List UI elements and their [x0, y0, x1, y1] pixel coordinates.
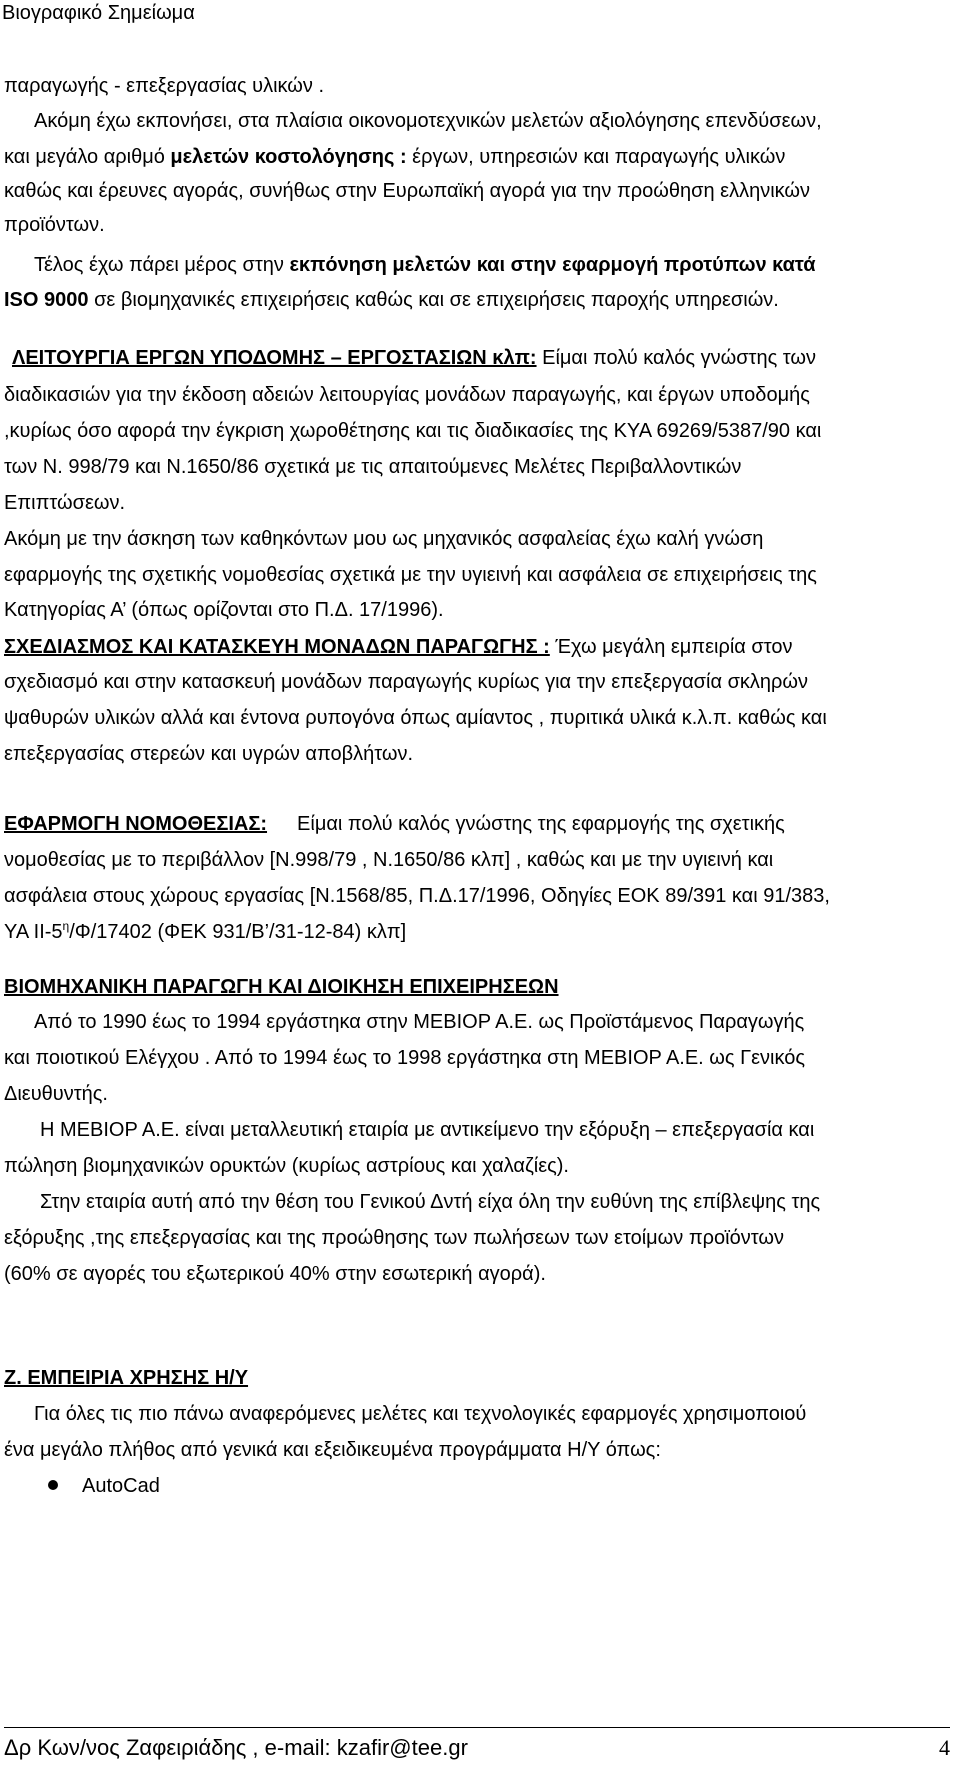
section-heading-legislation: ΕΦΑΡΜΟΓΗ ΝΟΜΟΘΕΣΙΑΣ:: [4, 813, 268, 835]
bullet-icon: [48, 1480, 58, 1490]
text-line: (60% σε αγορές του εξωτερικού 40% στην εσωτερική αγορά).: [4, 1263, 546, 1285]
footer-author: Δρ Κων/νος Ζαφειριάδης , e-mail: kzafir@tee.gr: [4, 1735, 468, 1760]
text-line: Επιπτώσεων.: [4, 492, 126, 514]
text-line: προϊόντων.: [4, 214, 105, 236]
text-line: Από το 1990 έως το 1994 εργάστηκα στην ΜΕΒΙΟΡ Α.Ε. ως Προϊστάμενος Παραγωγής: [34, 1011, 805, 1033]
text-line: εφαρμογής της σχετικής νομοθεσίας σχετικά με την υγιεινή και ασφάλεια σε επιχειρήσεις της: [4, 564, 817, 586]
page-header-title: Βιογραφικό Σημείωμα: [2, 2, 195, 24]
superscript: η: [62, 919, 70, 933]
text-line: [12, 346, 816, 370]
text-line: Διευθυντής.: [4, 1083, 108, 1105]
section-heading-computer: Ζ. ΕΜΠΕΙΡΙΑ ΧΡΗΣΗΣ Η/Υ: [4, 1367, 249, 1389]
text-run: Είμαι πολύ καλός γνώστης της εφαρμογής της σχετικής: [297, 813, 785, 835]
text-line: [4, 920, 406, 944]
text-run: Είμαι πολύ καλός γνώστης των: [536, 347, 816, 369]
text-line: [4, 635, 793, 659]
text-line: πώληση βιομηχανικών ορυκτών (κυρίως αστρίους και χαλαζίες).: [4, 1155, 569, 1177]
section-heading-design: ΣΧΕΔΙΑΣΜΟΣ ΚΑΙ ΚΑΤΑΣΚΕΥΗ ΜΟΝΑΔΩΝ ΠΑΡΑΓΩΓΗΣ :: [4, 636, 550, 658]
text-run: έργων, υπηρεσιών και παραγωγής υλικών: [406, 146, 786, 168]
bold-run: μελετών κοστολόγησης :: [170, 146, 407, 168]
text-line: [4, 288, 779, 312]
list-item: [4, 1474, 160, 1498]
text-line: εξόρυξης ,της επεξεργασίας και της προώθησης των πωλήσεων των ετοίμων προϊόντων: [4, 1227, 784, 1249]
text-line: ένα μεγάλο πλήθος από γενικά και εξειδικευμένα προγράμματα Η/Υ όπως:: [4, 1439, 661, 1461]
text-line: Η ΜΕΒΙΟΡ Α.Ε. είναι μεταλλευτική εταιρία με αντικείμενο την εξόρυξη – επεξεργασία και: [40, 1119, 815, 1141]
text-line: Κατηγορίας Α’ (όπως ορίζονται στο Π.Δ. 17/1996).: [4, 599, 444, 621]
section-heading-operation: ΛΕΙΤΟΥΡΓΙΑ ΕΡΓΩΝ ΥΠΟΔΟΜΗΣ – ΕΡΓΟΣΤΑΣΙΩΝ κλπ:: [12, 347, 537, 369]
text-line: των Ν. 998/79 και Ν.1650/86 σχετικά με τις απαιτούμενες Μελέτες Περιβαλλοντικών: [4, 456, 742, 478]
text-line: ασφάλεια στους χώρους εργασίας [Ν.1568/85, Π.Δ.17/1996, Οδηγίες ΕΟΚ 89/391 και 91/383,: [4, 885, 830, 907]
bold-run: ISO 9000: [4, 289, 89, 311]
text-line: Στην εταιρία αυτή από την θέση του Γενικού Δντή είχα όλη την ευθύνη της επίβλεψης της: [40, 1191, 821, 1213]
text-line: παραγωγής - επεξεργασίας υλικών .: [4, 75, 325, 97]
page-number: 4: [939, 1735, 950, 1760]
text-line: διαδικασιών για την έκδοση αδειών λειτουργίας μονάδων παραγωγής, και έργων υποδομής: [4, 384, 810, 406]
text-line: [4, 812, 785, 836]
text-line: ,κυρίως όσο αφορά την έγκριση χωροθέτησης και τις διαδικασίες της ΚΥΑ 69269/5387/90 και: [4, 420, 822, 442]
text-line: [34, 253, 816, 277]
text-line: Για όλες τις πιο πάνω αναφερόμενες μελέτες και τεχνολογικές εφαρμογές χρησιμοποιού: [34, 1403, 807, 1425]
bold-run: εκπόνηση μελετών και στην εφαρμογή προτύπων κατά: [289, 254, 816, 276]
text-line: επεξεργασίας στερεών και υγρών αποβλήτων.: [4, 743, 414, 765]
text-run: σε βιομηχανικές επιχειρήσεις καθώς και σε επιχειρήσεις παροχής υπηρεσιών.: [88, 289, 779, 311]
text-line: και ποιοτικού Ελέγχου . Από το 1994 έως το 1998 εργάστηκα στη ΜΕΒΙΟΡ Α.Ε. ως Γενικός: [4, 1047, 805, 1069]
section-heading-industry: ΒΙΟΜΗΧΑΝΙΚΗ ΠΑΡΑΓΩΓΗ ΚΑΙ ΔΙΟΙΚΗΣΗ ΕΠΙΧΕΙΡΗΣΕΩΝ: [4, 976, 559, 998]
text-line: καθώς και έρευνες αγοράς, συνήθως στην Ευρωπαϊκή αγορά για την προώθηση ελληνικών: [4, 180, 811, 202]
footer-divider: [4, 1727, 950, 1728]
page-footer: [4, 1735, 950, 1761]
text-line: [4, 1366, 248, 1390]
list-item-label: AutoCad: [82, 1475, 160, 1497]
text-run: Έχω μεγάλη εμπειρία στον: [549, 636, 793, 658]
text-line: σχεδιασμό και στην κατασκευή μονάδων παραγωγής κυρίως για την επεξεργασία σκληρών: [4, 671, 809, 693]
text-run: ΥΑ ΙΙ-5: [4, 921, 63, 943]
text-line: Ακόμη με την άσκηση των καθηκόντων μου ως μηχανικός ασφαλείας έχω καλή γνώση: [4, 528, 764, 550]
text-run: Τέλος έχω πάρει μέρος στην: [34, 254, 290, 276]
text-line: Ακόμη έχω εκπονήσει, στα πλαίσια οικονομοτεχνικών μελετών αξιολόγησης επενδύσεων,: [34, 110, 822, 132]
text-line: [4, 975, 559, 999]
text-run: και μεγάλο αριθμό: [4, 146, 171, 168]
text-line: [4, 145, 785, 169]
text-line: νομοθεσίας με το περιβάλλον [Ν.998/79 , Ν.1650/86 κλπ] , καθώς και με την υγιεινή και: [4, 849, 774, 871]
text-run: /Φ/17402 (ΦΕΚ 931/Β’/31-12-84) κλπ]: [69, 921, 407, 943]
text-line: ψαθυρών υλικών αλλά και έντονα ρυπογόνα όπως αμίαντος , πυριτικά υλικά κ.λ.π. καθώς και: [4, 707, 827, 729]
